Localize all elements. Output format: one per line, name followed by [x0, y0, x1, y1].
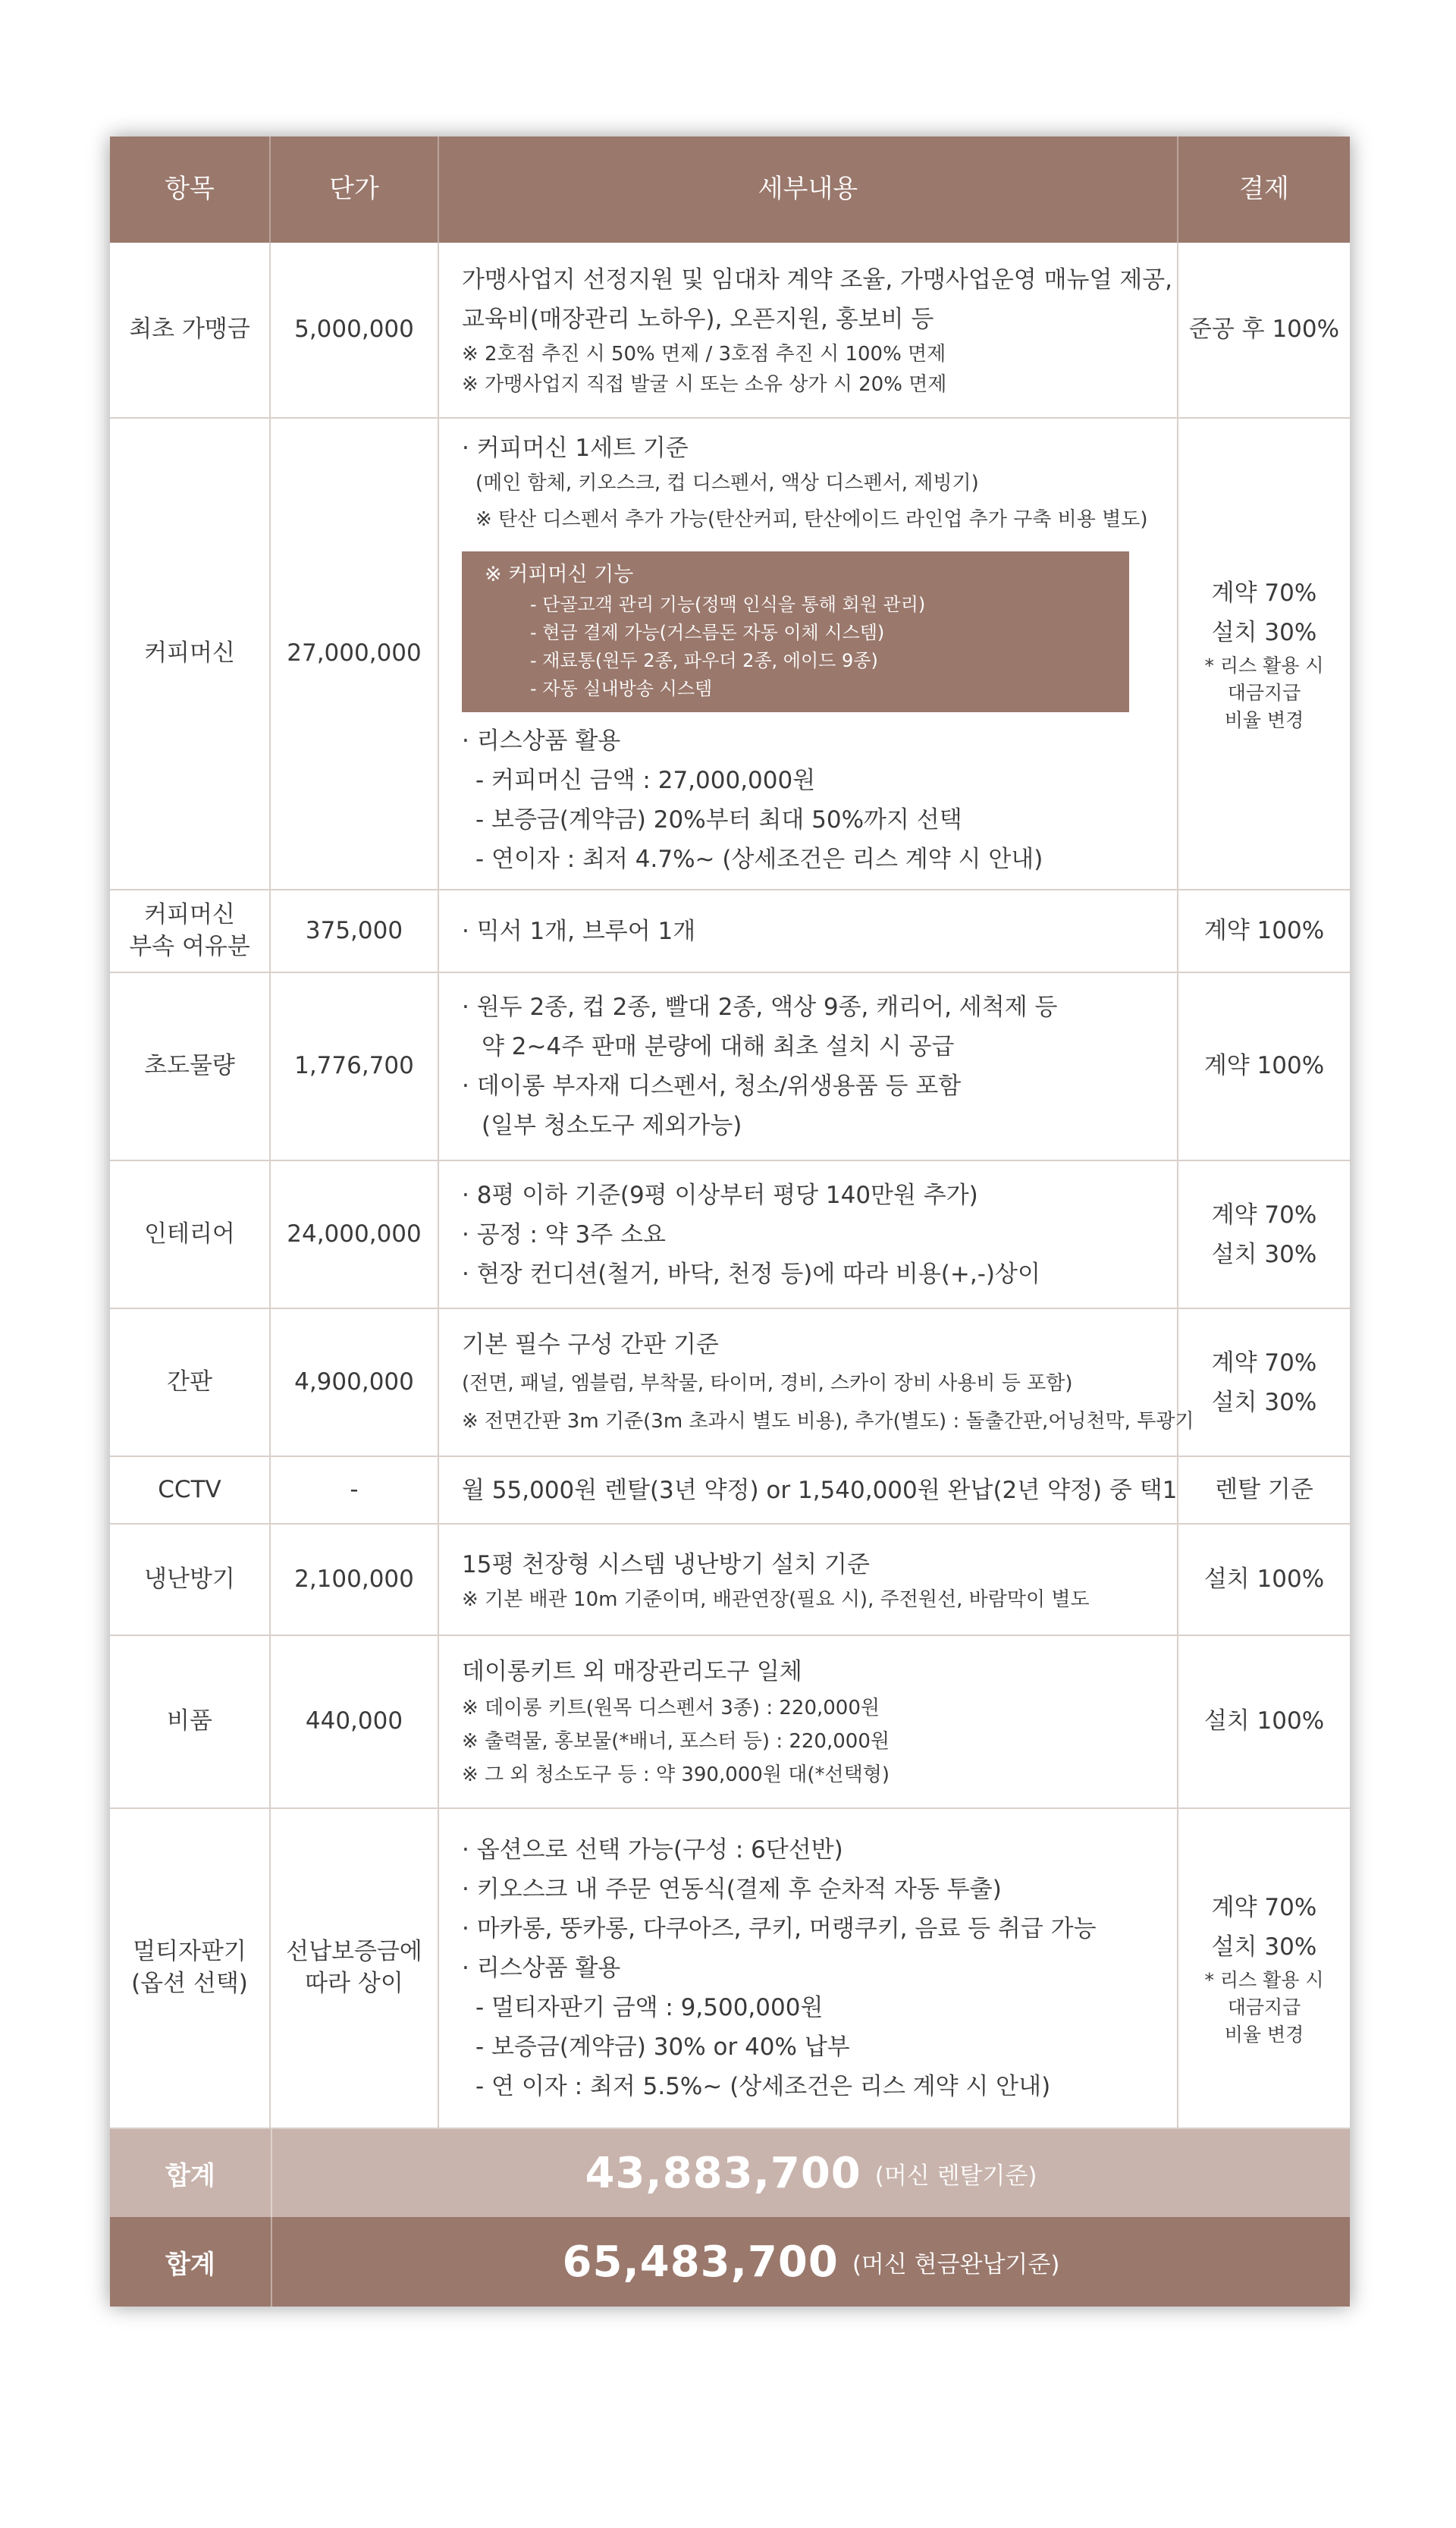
item-detail: [439, 1525, 1178, 1635]
feature-item: - 현금 결제 가능(거스름돈 자동 이체 시스템): [530, 622, 885, 643]
header-item: 항목: [110, 137, 271, 243]
item-detail: [439, 890, 1178, 972]
item-name-line: 커피머신: [144, 900, 235, 928]
item-price-line: 따라 상이: [305, 1970, 403, 1997]
detail-line: (메인 함체, 키오스크, 컵 디스펜서, 액상 디스펜서, 제빙기): [475, 472, 979, 495]
detail-line: 월 55,000원 렌탈(3년 약정) or 1,540,000원 완납(2년 약정) 중 택1: [462, 1476, 1178, 1504]
franchise-cost-table: [110, 137, 1350, 2307]
detail-note: ※ 출력물, 홍보물(*배너, 포스터 등) : 220,000원: [462, 1730, 890, 1753]
feature-item: - 재료통(원두 2종, 파우더 2종, 에이드 9종): [530, 650, 878, 671]
item-name: 비품: [110, 1636, 271, 1807]
table-row: [110, 1525, 1350, 1636]
item-price: 5,000,000: [271, 243, 439, 417]
header-detail: 세부내용: [439, 137, 1178, 243]
item-price: 2,100,000: [271, 1525, 439, 1635]
table-row: [110, 1161, 1350, 1309]
item-price: 440,000: [271, 1636, 439, 1807]
payment-install: 설치 30%: [1211, 1240, 1317, 1268]
item-name: 냉난방기: [110, 1525, 271, 1635]
table-row: [110, 890, 1350, 973]
item-name: [110, 1809, 271, 2128]
payment-contract: 계약 70%: [1211, 579, 1317, 607]
detail-line: 15평 천장형 시스템 냉난방기 설치 기준: [462, 1550, 870, 1578]
table-row: [110, 419, 1350, 890]
item-name: CCTV: [110, 1457, 271, 1523]
detail-line: · 믹서 1개, 브루어 1개: [462, 917, 696, 945]
detail-note: ※ 데이롱 키트(원목 디스펜서 3종) : 220,000원: [462, 1697, 880, 1719]
table-row: [110, 1809, 1350, 2129]
table-row: [110, 1457, 1350, 1525]
detail-line: 기본 필수 구성 간판 기준: [462, 1330, 719, 1358]
total-label: 합계: [110, 2217, 272, 2307]
item-name: 커피머신: [110, 419, 271, 889]
payment-install: 설치 30%: [1211, 619, 1317, 646]
detail-line: · 커피머신 1세트 기준: [462, 435, 689, 462]
item-detail: [439, 1809, 1178, 2128]
item-payment: [1178, 1161, 1350, 1308]
item-price: [271, 1809, 439, 2128]
item-name: [110, 890, 271, 972]
item-name: 초도물량: [110, 973, 271, 1160]
detail-line: 교육비(매장관리 노하우), 오픈지원, 홍보비 등: [462, 306, 934, 333]
detail-line: - 멀티자판기 금액 : 9,500,000원: [475, 1994, 824, 2021]
item-payment: 설치 100%: [1203, 1707, 1325, 1735]
table-row: [110, 1309, 1350, 1457]
item-detail: [439, 1161, 1178, 1308]
machine-feature-box: [462, 551, 1129, 712]
item-name-line: 멀티자판기: [133, 1938, 246, 1966]
total-rental-row: [110, 2129, 1350, 2217]
item-price: 4,900,000: [271, 1309, 439, 1456]
detail-line: 데이롱키트 외 매장관리도구 일체: [462, 1658, 802, 1685]
payment-note: * 리스 활용 시: [1204, 655, 1324, 677]
item-name: 인테리어: [110, 1161, 271, 1308]
detail-note: ※ 그 외 청소도구 등 : 약 390,000원 대(*선택형): [462, 1763, 890, 1786]
total-amount: 43,883,700: [585, 2148, 861, 2198]
item-payment: 계약 100%: [1203, 1052, 1325, 1080]
detail-note: ※ 2호점 추진 시 50% 면제 / 3호점 추진 시 100% 면제: [462, 343, 946, 366]
detail-note: ※ 탄산 디스펜서 추가 가능(탄산커피, 탄산에이드 라인업 추가 구축 비용 별도): [475, 508, 1148, 531]
item-detail: [439, 1309, 1194, 1456]
total-value: [272, 2129, 1350, 2217]
total-note: (머신 렌탈기준): [874, 2162, 1037, 2190]
payment-install: 설치 30%: [1211, 1933, 1317, 1961]
detail-line: · 8평 이하 기준(9평 이상부터 평당 140만원 추가): [462, 1181, 978, 1209]
item-detail: [439, 1636, 1178, 1807]
item-payment: 계약 100%: [1203, 916, 1325, 944]
total-note: (머신 현금완납기준): [852, 2250, 1060, 2278]
detail-line: - 보증금(계약금) 20%부터 최대 50%까지 선택: [475, 806, 962, 834]
total-amount: 65,483,700: [562, 2237, 839, 2287]
payment-note: 대금지급: [1227, 682, 1301, 704]
table-row: [110, 243, 1350, 419]
detail-line: 가맹사업지 선정지원 및 임대차 계약 조율, 가맹사업운영 매뉴얼 제공,: [462, 266, 1173, 294]
payment-note: 비율 변경: [1224, 709, 1304, 731]
detail-line: - 커피머신 금액 : 27,000,000원: [475, 767, 816, 794]
item-price: 1,776,700: [271, 973, 439, 1160]
item-name: 간판: [110, 1309, 271, 1456]
detail-note: ※ 기본 배관 10m 기준이며, 배관연장(필요 시), 주전원선, 바람막이 별도: [462, 1587, 1090, 1611]
detail-line: · 리스상품 활용: [462, 727, 621, 755]
detail-note: ※ 가맹사업지 직접 발굴 시 또는 소유 상가 시 20% 면제: [462, 373, 947, 396]
item-price: 24,000,000: [271, 1161, 439, 1308]
payment-contract: 계약 70%: [1211, 1894, 1317, 1921]
item-detail: [439, 419, 1178, 889]
detail-line: · 원두 2종, 컵 2종, 빨대 2종, 액상 9종, 캐리어, 세척제 등: [462, 994, 1058, 1021]
item-name-line: 부속 여유분: [129, 932, 250, 960]
detail-note: ※ 전면간판 3m 기준(3m 초과시 별도 비용), 추가(별도) : 돌출간판,어닝천막, 투광기: [462, 1409, 1194, 1433]
item-payment: [1178, 419, 1350, 889]
item-detail: [439, 973, 1178, 1160]
detail-line: · 마카롱, 뚱카롱, 다쿠아즈, 쿠키, 머랭쿠키, 음료 등 취급 가능: [462, 1915, 1097, 1942]
item-detail: [439, 243, 1178, 417]
item-payment: 설치 100%: [1203, 1565, 1325, 1593]
payment-note: 비율 변경: [1224, 2024, 1304, 2046]
feature-item: - 자동 실내방송 시스템: [530, 678, 713, 699]
detail-line: (일부 청소도구 제외가능): [482, 1112, 742, 1139]
header-price: 단가: [271, 137, 439, 243]
item-detail: [439, 1457, 1178, 1523]
total-cash-row: [110, 2217, 1350, 2307]
item-payment: 준공 후 100%: [1188, 316, 1340, 344]
payment-contract: 계약 70%: [1211, 1349, 1317, 1377]
item-price: 375,000: [271, 890, 439, 972]
item-payment: [1178, 1809, 1350, 2128]
item-payment: [1178, 1309, 1350, 1456]
table-row: [110, 1636, 1350, 1809]
detail-line: · 공정 : 약 3주 소요: [462, 1220, 666, 1248]
detail-line: · 키오스크 내 주문 연동식(결제 후 순차적 자동 투출): [462, 1876, 1002, 1903]
table-header: [110, 137, 1350, 243]
item-price-line: 선납보증금에: [286, 1938, 422, 1966]
payment-contract: 계약 70%: [1211, 1201, 1317, 1229]
payment-install: 설치 30%: [1211, 1388, 1317, 1416]
item-name: 최초 가맹금: [110, 243, 271, 417]
header-payment: 결제: [1178, 137, 1350, 243]
total-label: 합계: [110, 2129, 272, 2217]
detail-line: - 보증금(계약금) 30% or 40% 납부: [475, 2033, 850, 2061]
item-price: 27,000,000: [271, 419, 439, 889]
detail-line: · 현장 컨디션(철거, 바닥, 천정 등)에 따라 비용(+,-)상이: [462, 1260, 1040, 1288]
table-row: [110, 973, 1350, 1161]
detail-line: - 연 이자 : 최저 5.5%~ (상세조건은 리스 계약 시 안내): [475, 2073, 1051, 2100]
feature-box-title: ※ 커피머신 기능: [485, 563, 634, 586]
detail-line: - 연이자 : 최저 4.7%~ (상세조건은 리스 계약 시 안내): [475, 846, 1043, 873]
item-name-line: (옵션 선택): [131, 1970, 248, 1997]
item-payment: 렌탈 기준: [1215, 1475, 1313, 1503]
detail-line: · 리스상품 활용: [462, 1955, 621, 1982]
payment-note: * 리스 활용 시: [1204, 1969, 1324, 1991]
total-value: [272, 2217, 1350, 2307]
item-price: -: [271, 1457, 439, 1523]
detail-line: · 데이롱 부자재 디스펜서, 청소/위생용품 등 포함: [462, 1072, 962, 1100]
detail-line: · 옵션으로 선택 가능(구성 : 6단선반): [462, 1836, 843, 1864]
payment-note: 대금지급: [1227, 1996, 1301, 2018]
feature-item: - 단골고객 관리 기능(정맥 인식을 통해 회원 관리): [530, 594, 926, 615]
detail-line: (전면, 패널, 엠블럼, 부착물, 타이머, 경비, 스카이 장비 사용비 등 포함): [462, 1371, 1073, 1395]
detail-line: 약 2~4주 판매 분량에 대해 최초 설치 시 공급: [482, 1033, 955, 1060]
